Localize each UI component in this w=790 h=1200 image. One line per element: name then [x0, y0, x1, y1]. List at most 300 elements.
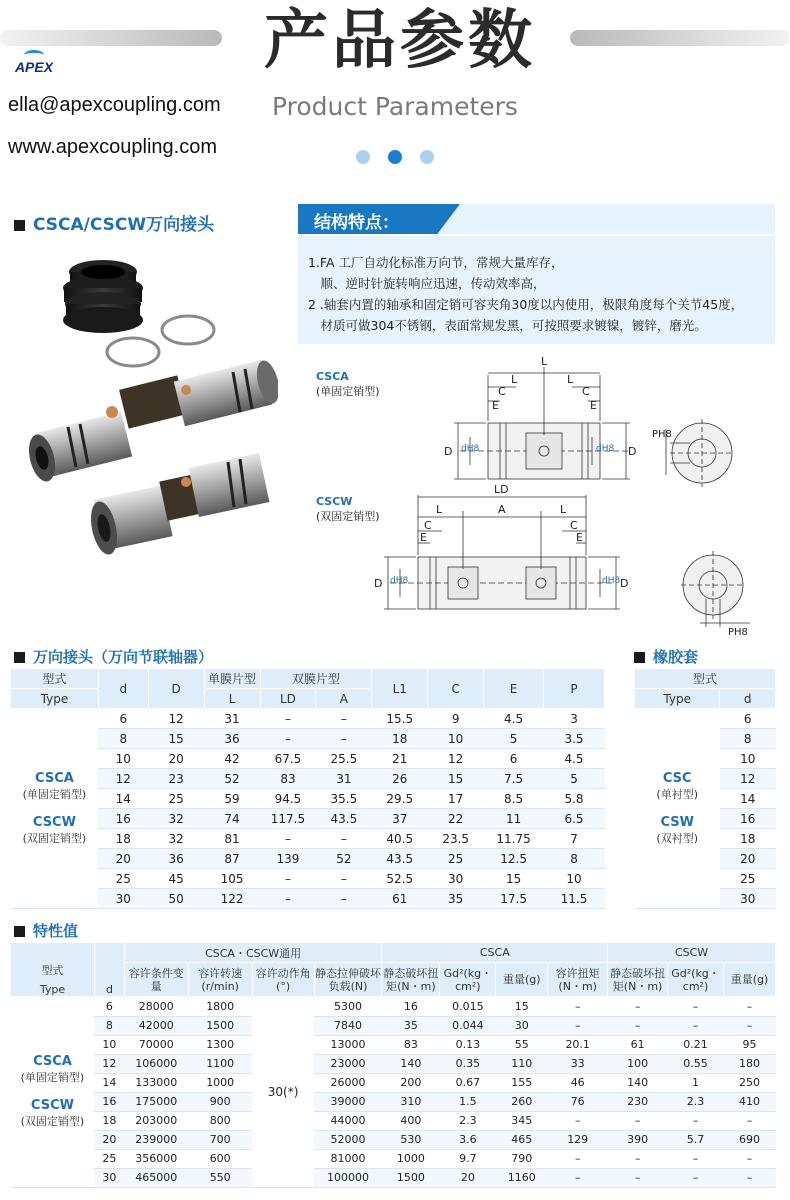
table-cell: 1000: [188, 1073, 252, 1092]
dim-dH8-label: dH8: [390, 576, 409, 586]
table-cell: 44000: [314, 1111, 382, 1130]
table-cell: 25.5: [316, 749, 372, 769]
features-header: [298, 204, 775, 234]
bullet-square-icon: [14, 926, 25, 937]
table-cell: 465: [496, 1130, 548, 1149]
table-cell: 140: [608, 1073, 668, 1092]
table-cell: 0.13: [440, 1035, 496, 1054]
header-LD: LD: [260, 689, 316, 709]
table-cell: 9: [428, 709, 484, 729]
table-cell: 1160: [496, 1168, 548, 1187]
table-cell: 12: [148, 709, 204, 729]
table-cell: 8: [720, 729, 776, 749]
header-h1: 容许条件变量: [124, 963, 188, 997]
table-cell: 2.3: [668, 1092, 724, 1111]
table-cell: 11.75: [484, 829, 544, 849]
table-cell: 1500: [188, 1016, 252, 1035]
table-cell: 36: [204, 729, 260, 749]
table-cell: 28000: [124, 997, 188, 1016]
table-cell: –: [668, 1149, 724, 1168]
header-h3: 容许动作角(°): [252, 963, 314, 997]
product-section-title: CSCA/CSCW万向接头: [14, 210, 214, 235]
table-cell: 59: [204, 789, 260, 809]
dim-LD-label: LD: [494, 483, 509, 496]
header-h4: 静态拉伸破坏负载(N): [314, 963, 382, 997]
table-cell: –: [608, 1016, 668, 1035]
page-title: 产品参数: [264, 4, 536, 78]
table-cell: 0.55: [668, 1054, 724, 1073]
table-cell: –: [548, 1149, 608, 1168]
apex-logo: [10, 48, 58, 82]
table-cell: 10: [720, 749, 776, 769]
contact-website[interactable]: www.apexcoupling.com: [8, 136, 217, 158]
table-cell: 175000: [124, 1092, 188, 1111]
table-cell: 9.7: [440, 1149, 496, 1168]
table-cell: 18: [720, 829, 776, 849]
table-cell: 23000: [314, 1054, 382, 1073]
table-cell: 100: [608, 1054, 668, 1073]
dim-L-label: L: [560, 503, 567, 516]
header-d: d: [106, 982, 113, 996]
table-cell: 3.5: [544, 729, 605, 749]
table-cell: –: [724, 1111, 776, 1130]
table-cell: 30: [94, 1168, 124, 1187]
bullet-square-icon: [634, 652, 645, 663]
table-cell: 37: [372, 809, 428, 829]
table-cell: 36: [148, 849, 204, 869]
table-row: [11, 849, 605, 869]
pager-dot-2[interactable]: [388, 150, 402, 164]
table-cell: 550: [188, 1168, 252, 1187]
header-E: E: [484, 669, 544, 709]
table-cell: 7840: [314, 1016, 382, 1035]
table-cell: 12: [94, 1054, 124, 1073]
table-row: [11, 1111, 776, 1130]
header-L: L: [204, 689, 260, 709]
header-type-en: Type: [635, 689, 720, 709]
table-cell: 45: [148, 869, 204, 889]
table-cell: 30: [720, 889, 776, 909]
characteristics-table-title: 特性值: [14, 920, 78, 941]
dim-C-label: C: [582, 385, 590, 398]
dim-dH8-label: dH8: [461, 444, 480, 454]
table-cell: –: [316, 869, 372, 889]
table-cell: 52: [204, 769, 260, 789]
table-cell: 52: [316, 849, 372, 869]
dim-dH8-label: dH8: [596, 444, 615, 454]
table-cell: 4.5: [484, 709, 544, 729]
feature-line: 顺、逆时针旋转响应迅速，传动效率高，: [308, 276, 546, 291]
table-cell: 30: [98, 889, 148, 909]
header-L1: L1: [372, 669, 428, 709]
table-cell: 26: [372, 769, 428, 789]
table-cell: 81: [204, 829, 260, 849]
table-row: [11, 997, 776, 1016]
table-cell: 1500: [382, 1168, 440, 1187]
table-cell: 5.7: [668, 1130, 724, 1149]
table-cell: 8.5: [484, 789, 544, 809]
table-cell: 32: [148, 829, 204, 849]
contact-email[interactable]: ella@apexcoupling.com: [8, 94, 221, 116]
table-cell: 23: [148, 769, 204, 789]
table-cell: 1100: [188, 1054, 252, 1073]
table-cell: 61: [372, 889, 428, 909]
table-cell: 6: [98, 709, 148, 729]
snap-ring-image: [107, 338, 159, 366]
table-cell: –: [724, 1168, 776, 1187]
pager-dot-3[interactable]: [420, 150, 434, 164]
table-cell: 94.5: [260, 789, 316, 809]
table-cell: 133000: [124, 1073, 188, 1092]
table-cell: 790: [496, 1149, 548, 1168]
table-row: [11, 869, 605, 889]
table-cell: 10: [544, 869, 605, 889]
table-cell: 35.5: [316, 789, 372, 809]
logo-text: APEX: [14, 59, 54, 75]
table-cell: 1800: [188, 997, 252, 1016]
header-D: D: [148, 669, 204, 709]
table-cell: 10: [428, 729, 484, 749]
table-cell: 5.8: [544, 789, 605, 809]
table-cell: 7: [544, 829, 605, 849]
table-cell: 8: [94, 1016, 124, 1035]
header-h5: 静态破坏扭矩(N・m): [382, 963, 440, 997]
table-cell: 30: [496, 1016, 548, 1035]
table-cell: 15: [484, 869, 544, 889]
table-cell: 2.3: [440, 1111, 496, 1130]
table-cell: 200: [382, 1073, 440, 1092]
table-cell: 87: [204, 849, 260, 869]
table-cell: 15: [496, 997, 548, 1016]
table-cell: 18: [372, 729, 428, 749]
table-cell: –: [260, 889, 316, 909]
header-bar-left: [0, 30, 222, 46]
table-cell: 3: [544, 709, 605, 729]
table-cell: 139: [260, 849, 316, 869]
header-h11: 重量(g): [724, 963, 776, 997]
header-d: d: [98, 669, 148, 709]
dim-L-label: L: [541, 355, 548, 368]
table-cell: –: [668, 1016, 724, 1035]
header-single: 单膜片型: [204, 669, 260, 689]
type-group-cell: CSCA (单固定销型) CSCW (双固定销型): [11, 997, 95, 1187]
table-cell: 110: [496, 1054, 548, 1073]
table-cell: 18: [98, 829, 148, 849]
table-cell: 3.6: [440, 1130, 496, 1149]
table-cell: 43.5: [372, 849, 428, 869]
table-cell: 1000: [382, 1149, 440, 1168]
table-cell: 117.5: [260, 809, 316, 829]
header-type-en: Type: [11, 689, 99, 709]
page-header: [0, 0, 790, 180]
table-cell: 15: [148, 729, 204, 749]
table-cell: –: [608, 1168, 668, 1187]
table-cell: 35: [382, 1016, 440, 1035]
cscw-diagram-label: CSCW (双固定销型): [316, 495, 380, 523]
table-cell: 76: [548, 1092, 608, 1111]
table-cell: 15: [428, 769, 484, 789]
table-row: [11, 729, 605, 749]
header-P: P: [544, 669, 605, 709]
product-photo: [28, 252, 278, 562]
dim-E-label: E: [576, 531, 583, 544]
dim-E-label: E: [590, 399, 597, 412]
header-type-en: Type: [39, 982, 66, 996]
header-h6: Gd²(kg・cm²): [440, 963, 496, 997]
dim-D-label: D: [628, 445, 637, 458]
table-cell: 16: [98, 809, 148, 829]
header-h10: Gd²(kg・cm²): [668, 963, 724, 997]
table-cell: 10: [94, 1035, 124, 1054]
table-row: [11, 709, 605, 729]
header-csca: CSCA: [382, 943, 608, 963]
table-cell: 203000: [124, 1111, 188, 1130]
table-cell: 8: [544, 849, 605, 869]
feature-line: 2 .轴套内置的轴承和固定销可容夹角30度以内使用，极限角度每个关节45度，: [308, 297, 744, 312]
table-cell: 32: [148, 809, 204, 829]
table-cell: 30: [428, 869, 484, 889]
table-row: [11, 769, 605, 789]
table-cell: 900: [188, 1092, 252, 1111]
dim-A-label: A: [498, 503, 506, 516]
table-cell: –: [548, 1016, 608, 1035]
dim-D-label: D: [444, 445, 453, 458]
header-type-cn: 型式: [635, 669, 776, 689]
pager-dots: [356, 150, 436, 166]
table-cell: 465000: [124, 1168, 188, 1187]
table-cell: 250: [724, 1073, 776, 1092]
table-cell: 83: [260, 769, 316, 789]
table-cell: 155: [496, 1073, 548, 1092]
dim-PH8-label: PH8: [652, 429, 672, 440]
table-cell: 11.5: [544, 889, 605, 909]
table-cell: –: [316, 829, 372, 849]
table-cell: 42000: [124, 1016, 188, 1035]
header-cscw: CSCW: [608, 943, 776, 963]
table-cell: 12: [98, 769, 148, 789]
table-cell: 122: [204, 889, 260, 909]
table-cell: 600: [188, 1149, 252, 1168]
pager-dot-1[interactable]: [356, 150, 370, 164]
table-cell: 12: [720, 769, 776, 789]
table-cell: 31: [204, 709, 260, 729]
table-cell: 81000: [314, 1149, 382, 1168]
header-type-cn: 型式: [11, 943, 95, 997]
table-cell: –: [548, 1168, 608, 1187]
csca-joint-image: [87, 453, 270, 557]
dim-D-label: D: [374, 577, 383, 590]
table-cell: 20.1: [548, 1035, 608, 1054]
table-cell: 26000: [314, 1073, 382, 1092]
table-row: [11, 1035, 776, 1054]
dim-L-label: L: [511, 373, 518, 386]
table-cell: –: [608, 997, 668, 1016]
table-cell: 1: [668, 1073, 724, 1092]
header-C: C: [428, 669, 484, 709]
table-cell: 0.67: [440, 1073, 496, 1092]
table-cell: 10: [98, 749, 148, 769]
technical-drawing: [330, 345, 790, 645]
table-cell: 230: [608, 1092, 668, 1111]
table-cell: 42: [204, 749, 260, 769]
table-cell: 13000: [314, 1035, 382, 1054]
table-cell: 400: [382, 1111, 440, 1130]
characteristics-table: [10, 942, 776, 1188]
table-cell: 61: [608, 1035, 668, 1054]
table-cell: 52000: [314, 1130, 382, 1149]
table-cell: 31: [316, 769, 372, 789]
table-cell: –: [260, 729, 316, 749]
table-cell: 18: [94, 1111, 124, 1130]
rubber-boot-table: [634, 668, 776, 909]
table-row: [11, 1092, 776, 1111]
table-cell: 390: [608, 1130, 668, 1149]
table-cell: 4.5: [544, 749, 605, 769]
table-cell: –: [608, 1149, 668, 1168]
table-cell: –: [316, 889, 372, 909]
table-cell: –: [316, 729, 372, 749]
features-title: 结构特点：: [314, 213, 399, 233]
dim-L-label: L: [436, 503, 443, 516]
table-cell: 6: [94, 997, 124, 1016]
table-cell: 25: [428, 849, 484, 869]
table-cell: –: [260, 829, 316, 849]
allowable-angle-cell: 30(*): [252, 997, 314, 1187]
table-row: [11, 829, 605, 849]
table-cell: –: [724, 997, 776, 1016]
table-cell: 1.5: [440, 1092, 496, 1111]
table-cell: –: [260, 709, 316, 729]
table-cell: 95: [724, 1035, 776, 1054]
table-cell: 530: [382, 1130, 440, 1149]
rubber-boot-image: [63, 260, 143, 333]
table-cell: 16: [720, 809, 776, 829]
table-cell: 7.5: [484, 769, 544, 789]
table-cell: 100000: [314, 1168, 382, 1187]
table-cell: 5: [544, 769, 605, 789]
header-h2: 容许转速(r/min): [188, 963, 252, 997]
table-row: [11, 1073, 776, 1092]
bullet-square-icon: [14, 220, 25, 231]
table-cell: 46: [548, 1073, 608, 1092]
table-cell: 106000: [124, 1054, 188, 1073]
table-cell: –: [316, 709, 372, 729]
table-cell: 356000: [124, 1149, 188, 1168]
table-cell: 39000: [314, 1092, 382, 1111]
table-row: [11, 1149, 776, 1168]
header-h7: 重量(g): [496, 963, 548, 997]
table-cell: 17.5: [484, 889, 544, 909]
joint-dimension-table: [10, 668, 605, 909]
header-h8: 容许扭矩(N・m): [548, 963, 608, 997]
table-cell: –: [724, 1149, 776, 1168]
table-cell: 23.5: [428, 829, 484, 849]
dim-C-label: C: [498, 385, 506, 398]
header-common: CSCA・CSCW通用: [124, 943, 382, 963]
feature-line: 材质可做304不锈钢，表面常规发黑，可按照要求镀镍，镀锌，磨光。: [308, 318, 707, 333]
table-cell: 310: [382, 1092, 440, 1111]
table-cell: 21: [372, 749, 428, 769]
feature-line: 1.FA 工厂自动化标准万向节，常规大量库存，: [308, 255, 564, 270]
dim-PH8-label: PH8: [728, 627, 748, 638]
table-cell: 25: [98, 869, 148, 889]
table-row: [11, 809, 605, 829]
header-d: d: [720, 689, 776, 709]
table-cell: 140: [382, 1054, 440, 1073]
table-cell: 105: [204, 869, 260, 889]
table-cell: 0.015: [440, 997, 496, 1016]
table-cell: 11: [484, 809, 544, 829]
table-cell: 0.21: [668, 1035, 724, 1054]
table-cell: 50: [148, 889, 204, 909]
header-A: A: [316, 689, 372, 709]
dim-L-label: L: [567, 373, 574, 386]
table-cell: 260: [496, 1092, 548, 1111]
csca-diagram-label: CSCA (单固定销型): [316, 370, 380, 398]
table-cell: 800: [188, 1111, 252, 1130]
table-cell: 25: [148, 789, 204, 809]
table-row: [11, 889, 605, 909]
header-double: 双膜片型: [260, 669, 372, 689]
table-cell: 20: [440, 1168, 496, 1187]
snap-ring-image: [162, 316, 214, 344]
table-cell: –: [668, 1111, 724, 1130]
table-cell: 20: [98, 849, 148, 869]
table-cell: 14: [98, 789, 148, 809]
table-cell: 8: [98, 729, 148, 749]
table-cell: 29.5: [372, 789, 428, 809]
table-cell: 14: [94, 1073, 124, 1092]
features-box: [298, 236, 775, 344]
table-cell: 16: [382, 997, 440, 1016]
table-cell: 12.5: [484, 849, 544, 869]
table-cell: 25: [720, 869, 776, 889]
table-cell: 16: [94, 1092, 124, 1111]
dim-C-label: C: [570, 519, 578, 532]
table-cell: 35: [428, 889, 484, 909]
table-cell: 180: [724, 1054, 776, 1073]
table-cell: 345: [496, 1111, 548, 1130]
dim-dH8-label: dH8: [602, 576, 621, 586]
table-cell: 22: [428, 809, 484, 829]
rubber-table-title: 橡胶套: [634, 646, 698, 667]
table-cell: 6.5: [544, 809, 605, 829]
table-row: [11, 789, 605, 809]
table-cell: 33: [548, 1054, 608, 1073]
table-cell: 1300: [188, 1035, 252, 1054]
table-row: [11, 1130, 776, 1149]
table-cell: –: [548, 997, 608, 1016]
type-group-cell: CSC (单衬型) CSW (双衬型): [635, 709, 720, 909]
table-cell: 25: [94, 1149, 124, 1168]
header-bar-right: [570, 30, 790, 46]
table-row: [11, 749, 605, 769]
table-cell: 43.5: [316, 809, 372, 829]
page-subtitle: Product Parameters: [272, 92, 518, 121]
table-cell: 67.5: [260, 749, 316, 769]
dim-E-label: E: [492, 399, 499, 412]
table-cell: 0.35: [440, 1054, 496, 1073]
bullet-square-icon: [14, 652, 25, 663]
table-cell: 20: [720, 849, 776, 869]
table-cell: 20: [148, 749, 204, 769]
table-cell: 20: [94, 1130, 124, 1149]
table-row: [11, 1016, 776, 1035]
table-cell: 6: [720, 709, 776, 729]
table-cell: 700: [188, 1130, 252, 1149]
table-cell: 690: [724, 1130, 776, 1149]
table-cell: 83: [382, 1035, 440, 1054]
